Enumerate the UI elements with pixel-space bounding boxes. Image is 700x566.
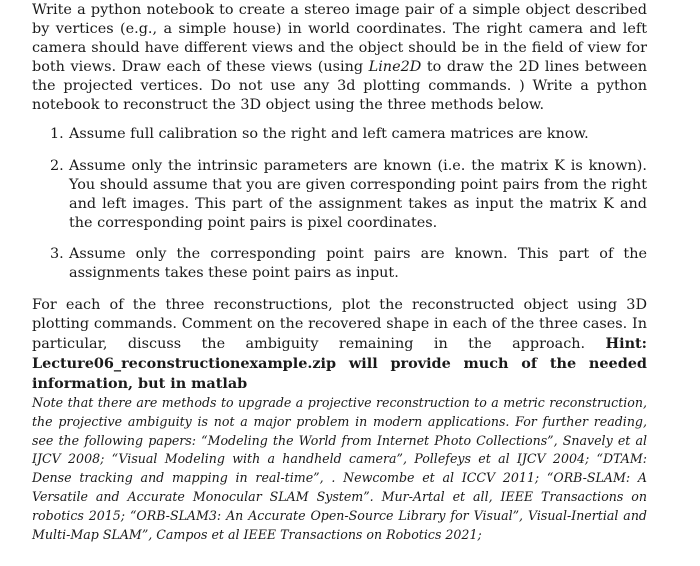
method-text: Assume only the intrinsic parameters are known (i.e. the matrix K is known). You should assume that you are given corresponding point pairs from the right and left images. This part of the assignment takes as input the matrix K and the corresponding point pairs is pixel coordinates.: [69, 158, 647, 231]
method-number: 3.: [50, 246, 64, 262]
intro-text-before: Write a python notebook to create a stereo image pair of a simple object described by vertices (e.g., a simple house) in world coordinates. The right camera and left camera should have different views and the object should be in the field of view for both views. Draw each of these views (using: [32, 2, 647, 75]
line2d-term: Line2D: [368, 59, 422, 75]
further-reading-note: Note that there are methods to upgrade a projective reconstruction to a metric reconstruction, the projective ambiguity is not a major problem in modern applications. For further reading, see the following papers: “Modeling the World from Internet Photo Collections”, Snavely et al IJCV 2008; “Visual Modeling with a handheld camera”, Pollefeys et al IJCV 2004; “DTAM: Dense tracking and mapping in real-time”, . Newcombe et al ICCV 2011; “ORB-SLAM: A Versatile and Accurate Monocular SLAM System”. Mur-Artal et all, IEEE Transactions on robotics 2015; “ORB-SLAM3: An Accurate Open-Source Library for Visual”, Visual-Inertial and Multi-Map SLAM”, Campos et al IEEE Transactions on Robotics 2021;: [32, 395, 647, 542]
method-item-2: [50, 157, 647, 233]
method-text: Assume only the corresponding point pairs are known. This part of the assignments takes these point pairs as input.: [69, 246, 647, 281]
hint-text: Hint: Lecture06_reconstructionexample.zip will provide much of the needed information, but in matlab: [32, 335, 647, 392]
method-number: 2.: [50, 158, 64, 174]
method-item-3: [50, 245, 647, 283]
reconstruction-paragraph: [32, 296, 647, 394]
intro-text-after: to draw the 2D lines between the projected vertices. Do not use any 3d plotting commands. ) Write a python notebook to reconstruct the 3D object using the three methods below.: [32, 59, 647, 113]
reconstruction-text: For each of the three reconstructions, plot the reconstructed object using 3D plotting commands. Comment on the recovered shape in each of the three cases. In particular, discuss the ambiguity remaining in the approach.: [32, 297, 647, 352]
method-number: 1.: [50, 126, 64, 142]
method-item-1: [50, 125, 647, 144]
intro-paragraph: [32, 1, 647, 115]
method-text: Assume full calibration so the right and left camera matrices are know.: [69, 126, 589, 142]
